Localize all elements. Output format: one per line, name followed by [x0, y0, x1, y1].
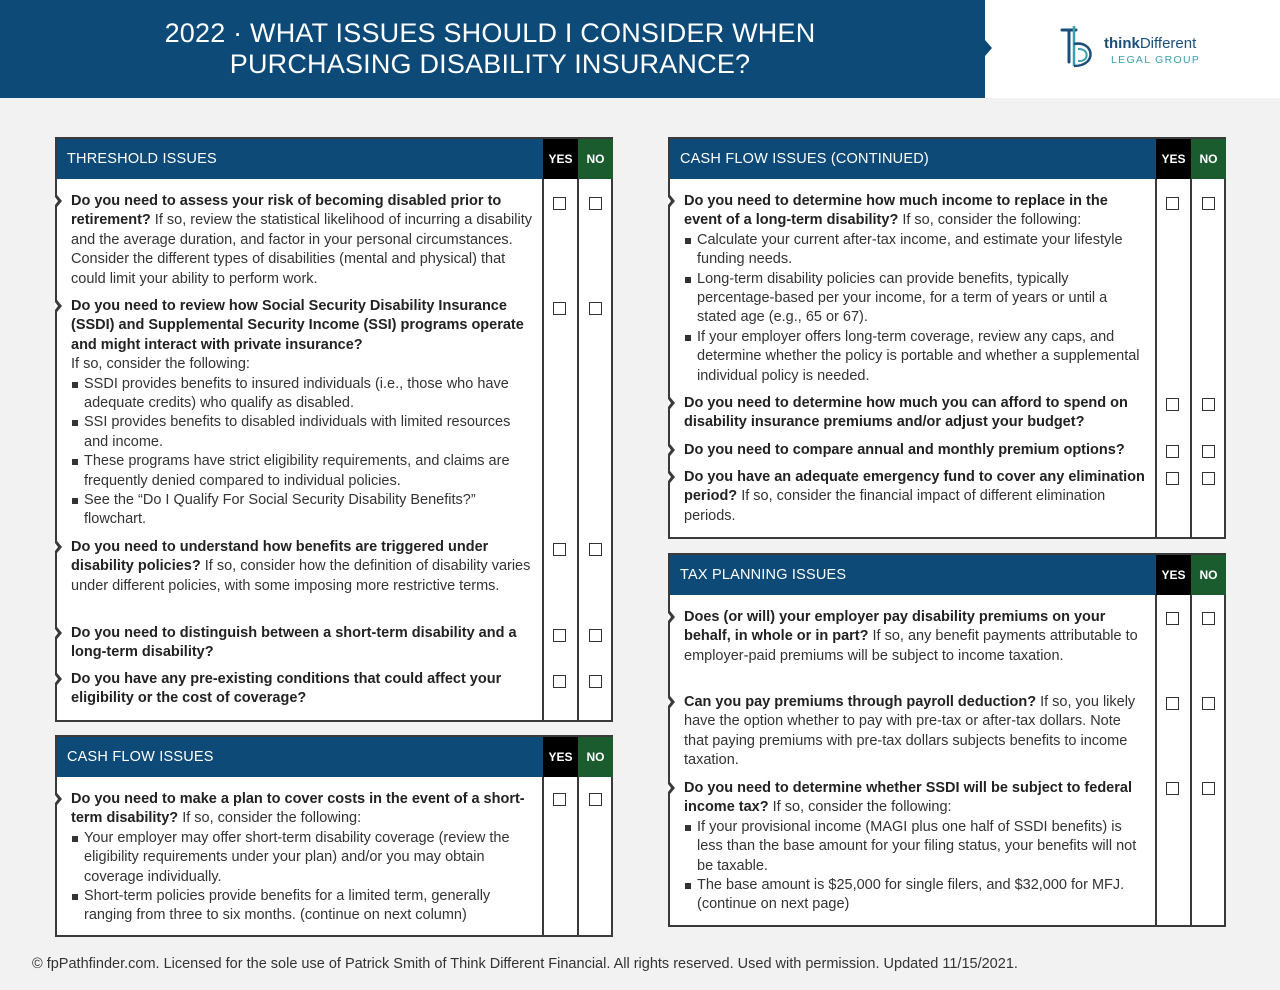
question-marker: [670, 782, 675, 794]
card-title: TAX PLANNING ISSUES: [680, 567, 847, 583]
list-item: If your provisional income (MAGI plus one half of SSDI benefits) is less than the base amount for your filing status, your benefits will not be taxable.: [684, 818, 1149, 876]
cash-flow-continued-card: [668, 137, 1226, 539]
card-header: [57, 737, 611, 777]
logo-mark-icon: [1058, 22, 1102, 72]
question: [684, 608, 1149, 666]
no-checkbox[interactable]: [1202, 782, 1215, 795]
yes-checkbox[interactable]: [1166, 445, 1179, 458]
no-checkbox[interactable]: [589, 302, 602, 315]
question-text: If so, consider the following:: [898, 212, 1082, 229]
yes-checkbox[interactable]: [1166, 472, 1179, 485]
question-text: If so, you likely have the option whether to pay with pre-tax or after-tax dollars. Note that paying premiums with pre-tax dollars subjects benefits to income taxation.: [684, 694, 1136, 769]
no-column-header: NO: [578, 737, 613, 777]
yes-checkbox[interactable]: [553, 197, 566, 210]
question: [71, 790, 536, 926]
question-bold: Do you need to assess your risk of becoming disabled prior to retirement?: [71, 193, 502, 229]
question-bold: Do you have any pre-existing conditions that could affect your eligibility or the cost of coverage?: [71, 671, 502, 707]
company-logo: [1058, 22, 1218, 74]
no-checkbox[interactable]: [589, 629, 602, 642]
no-checkbox[interactable]: [589, 675, 602, 688]
yes-checkbox[interactable]: [1166, 197, 1179, 210]
no-checkbox[interactable]: [589, 197, 602, 210]
question-text: If so, any benefit payments attributable to employer-paid premiums will be subject to income taxation.: [684, 628, 1138, 664]
no-checkbox[interactable]: [1202, 398, 1215, 411]
question-text: If so, consider how the definition of disability varies under different policies, with some imposing more restrictive terms.: [71, 558, 531, 594]
question: [684, 693, 1149, 771]
column-divider: [1155, 595, 1157, 925]
threshold-issues-card: [55, 137, 613, 722]
logo-think: think: [1104, 35, 1140, 52]
logo-wordmark: [1104, 35, 1196, 52]
list-item: Short-term policies provide benefits for a limited term, generally ranging from three to six months. (continue on next column): [71, 887, 536, 926]
question-bold: Do you need to compare annual and monthly premium options?: [684, 442, 1125, 458]
question-bold: Does (or will) your employer pay disability premiums on your behalf, in whole or in part?: [684, 609, 1106, 645]
yes-checkbox[interactable]: [553, 675, 566, 688]
page-title-line-2: PURCHASING DISABILITY INSURANCE?: [229, 49, 751, 79]
no-column-header: NO: [1191, 139, 1226, 179]
question-bold: Do you need to determine how much income to replace in the event of a long-term disability?: [684, 193, 1108, 229]
question-marker: [670, 397, 675, 409]
question-marker: [57, 541, 62, 553]
bullet-list: [71, 375, 536, 530]
question-marker: [57, 300, 62, 312]
list-item: The base amount is $25,000 for single filers, and $32,000 for MFJ. (continue on next page): [684, 876, 1149, 915]
question-marker: [670, 195, 675, 207]
question-bold: Do you need to review how Social Security Disability Insurance (SSDI) and Supplemental Security Income (SSI) programs operate and might interact with private insurance?: [71, 298, 524, 353]
list-item: These programs have strict eligibility requirements, and claims are frequently denied compared to individual policies.: [71, 452, 536, 491]
card-header: [57, 139, 611, 179]
question: [71, 624, 536, 663]
card-title: CASH FLOW ISSUES: [67, 749, 214, 765]
question: [71, 670, 536, 709]
question: [684, 192, 1149, 386]
question-marker: [670, 444, 675, 456]
no-checkbox[interactable]: [1202, 697, 1215, 710]
list-item: Your employer may offer short-term disability coverage (review the eligibility requirements under your plan) and/or you may obtain coverage individually.: [71, 829, 536, 887]
question-marker: [670, 696, 675, 708]
yes-checkbox[interactable]: [553, 302, 566, 315]
yes-checkbox[interactable]: [553, 543, 566, 556]
no-checkbox[interactable]: [589, 793, 602, 806]
column-divider: [542, 777, 544, 935]
list-item: SSDI provides benefits to insured individuals (i.e., those who have adequate credits) who qualify as disabled.: [71, 375, 536, 414]
yes-column-header: YES: [1156, 555, 1191, 595]
yes-checkbox[interactable]: [1166, 782, 1179, 795]
yes-column-header: YES: [543, 737, 578, 777]
logo-different: Different: [1139, 35, 1197, 52]
header: [0, 0, 1280, 98]
yes-checkbox[interactable]: [1166, 697, 1179, 710]
no-column-header: NO: [1191, 555, 1226, 595]
question-bold: Do you need to distinguish between a short-term disability and a long-term disability?: [71, 625, 517, 661]
card-header: [670, 139, 1224, 179]
column-divider: [577, 179, 579, 720]
yes-checkbox[interactable]: [1166, 612, 1179, 625]
list-item: See the “Do I Qualify For Social Security Disability Benefits?” flowchart.: [71, 491, 536, 530]
question-text: If so, consider the following:: [178, 810, 362, 827]
question-bold: Do you need to make a plan to cover costs in the event of a short-term disability?: [71, 791, 525, 827]
question: [684, 394, 1149, 433]
page-title: [0, 18, 980, 80]
no-checkbox[interactable]: [1202, 197, 1215, 210]
question-bold: Do you need to determine how much you can afford to spend on disability insurance premiums and/or adjust your budget?: [684, 395, 1128, 431]
bullet-list: [71, 829, 536, 926]
column-divider: [577, 777, 579, 935]
bullet-list: [684, 231, 1149, 386]
tax-planning-issues-card: [668, 553, 1226, 927]
bullet-list: [684, 818, 1149, 915]
card-header: [670, 555, 1224, 595]
yes-column-header: YES: [543, 139, 578, 179]
list-item: If your employer offers long-term coverage, review any caps, and determine whether the policy is portable and whether a supplemental individual policy is needed.: [684, 328, 1149, 386]
yes-column-header: YES: [1156, 139, 1191, 179]
no-checkbox[interactable]: [1202, 472, 1215, 485]
header-arrow: [985, 40, 992, 56]
column-divider: [542, 179, 544, 720]
question-bold: Do you need to understand how benefits are triggered under disability policies?: [71, 539, 489, 575]
cash-flow-issues-card: [55, 735, 613, 937]
yes-checkbox[interactable]: [1166, 398, 1179, 411]
question: [684, 779, 1149, 915]
list-item: SSI provides benefits to disabled individuals with limited resources and income.: [71, 413, 536, 452]
question: [71, 538, 536, 596]
question-text: If so, consider the following:: [768, 799, 952, 816]
column-divider: [1190, 595, 1192, 925]
yes-checkbox[interactable]: [553, 793, 566, 806]
question-bold: Do you need to determine whether SSDI will be subject to federal income tax?: [684, 780, 1132, 816]
question: [684, 441, 1154, 460]
page-title-line-1: 2022 · WHAT ISSUES SHOULD I CONSIDER WHEN: [164, 18, 816, 48]
question-marker: [57, 673, 62, 685]
question-bold: Do you have an adequate emergency fund to cover any elimination period?: [684, 469, 1145, 505]
card-title: THRESHOLD ISSUES: [67, 151, 217, 167]
question-text: If so, review the statistical likelihood of incurring a disability and the average duration, and factor in your personal circumstances. Consider the different types of disabilities (mental and physical) that could limit your ability to perform work.: [71, 212, 532, 287]
question-marker: [57, 195, 62, 207]
copyright-footer: © fpPathfinder.com. Licensed for the sole use of Patrick Smith of Think Different Financial. All rights reserved. Used with permission. Updated 11/15/2021.: [32, 956, 1018, 972]
no-checkbox[interactable]: [1202, 612, 1215, 625]
question-marker: [57, 793, 62, 805]
yes-checkbox[interactable]: [553, 629, 566, 642]
question-bold: Can you pay premiums through payroll deduction?: [684, 694, 1037, 710]
logo-subtitle: LEGAL GROUP: [1111, 54, 1201, 66]
question-marker: [670, 471, 675, 483]
question: [71, 192, 536, 289]
question-text: If so, consider the following:: [71, 356, 250, 373]
header-band: [0, 0, 985, 98]
list-item: Long-term disability policies can provide benefits, typically percentage-based per your income, for a term of years or until a stated age (e.g., 65 or 67).: [684, 270, 1149, 328]
question: [71, 297, 536, 530]
column-divider: [1190, 179, 1192, 537]
question-marker: [57, 627, 62, 639]
no-checkbox[interactable]: [1202, 445, 1215, 458]
column-divider: [1155, 179, 1157, 537]
list-item: Calculate your current after-tax income, and estimate your lifestyle funding needs.: [684, 231, 1149, 270]
card-title: CASH FLOW ISSUES (CONTINUED): [680, 151, 929, 167]
no-checkbox[interactable]: [589, 543, 602, 556]
no-column-header: NO: [578, 139, 613, 179]
question-text: If so, consider the financial impact of different elimination periods.: [684, 488, 1106, 524]
question-marker: [670, 611, 675, 623]
question: [684, 468, 1149, 526]
